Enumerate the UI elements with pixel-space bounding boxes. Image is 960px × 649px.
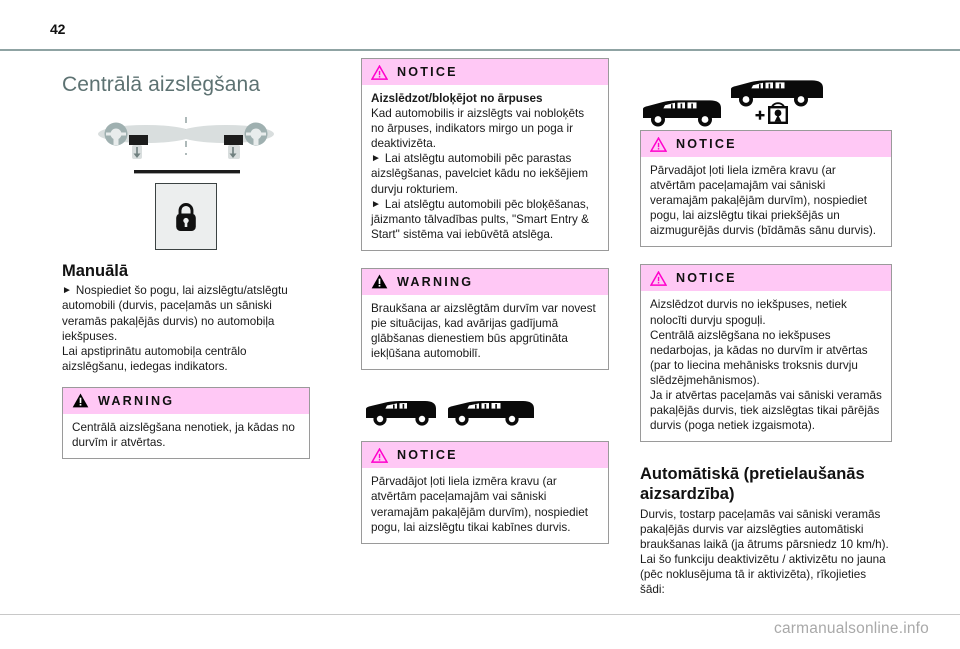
- notice-box-right-1-label: NOTICE: [676, 137, 737, 151]
- notice-box-middle-2-body: [362, 468, 608, 542]
- warning-box-left: [62, 387, 310, 459]
- automatic-paragraph-2: Lai šo funkciju deaktivizētu / aktivizētu no jauna (pēc noklusējuma tā ir aktivizēta), rīkojieties šādi:: [640, 552, 886, 597]
- notice-box-middle-2-header: [362, 442, 608, 468]
- page-title: Centrālā aizslēgšana: [62, 73, 261, 96]
- notice-box-right-2-text-1: Aizslēdzot durvis no iekšpuses, netiek nolocīti durvju spoguļi.: [650, 298, 847, 327]
- notice-box-middle-1-label: NOTICE: [397, 65, 458, 79]
- warning-box-middle-label: WARNING: [397, 274, 474, 289]
- notice-triangle-icon: [371, 448, 388, 463]
- spacer: [361, 428, 609, 441]
- notice-box-middle-1-text-1: Kad automobilis ir aizslēgts vai nobloķēts no ārpuses, indikators mirgo un poga ir deaktivizēta.: [371, 107, 585, 151]
- van-variants-with-key-figure: [640, 80, 892, 130]
- section-heading-manual: Manuālā: [62, 262, 129, 281]
- warning-box-middle: [361, 268, 609, 370]
- warning-box-left-body: [63, 414, 309, 458]
- notice-box-right-1: [640, 130, 892, 247]
- van-short-icon: [640, 94, 724, 130]
- steering-wheel-diagram: [62, 113, 310, 175]
- notice-triangle-icon: [650, 137, 667, 152]
- manual-paragraph-1: [62, 283, 310, 343]
- header-divider: [0, 49, 960, 51]
- warning-box-left-header: [63, 388, 309, 414]
- van-long-icon: [445, 396, 537, 428]
- van-long-with-keyfob-icon: [728, 80, 832, 130]
- padlock-icon: [173, 201, 199, 233]
- page-columns: [0, 58, 960, 618]
- notice-box-middle-1-bullet-1-text: Lai atslēgtu automobili pēc parastas aizslēgšanas, pavelciet kādu no iekšējiem durvju rokturiem.: [371, 152, 588, 196]
- warning-box-left-text: Centrālā aizslēgšana nenotiek, ja kādas no durvīm ir atvērtas.: [72, 420, 295, 449]
- notice-triangle-icon: [371, 65, 388, 80]
- notice-box-middle-1-header: [362, 59, 608, 85]
- notice-box-middle-1-bullet-2: [371, 197, 599, 242]
- bullet-arrow-icon: ►: [371, 153, 381, 165]
- spacer: [640, 247, 892, 264]
- notice-box-right-2-header: [641, 265, 891, 291]
- footer-url: carmanualsonline.info: [774, 620, 929, 637]
- notice-box-middle-1-heading: Aizslēdzot/bloķējot no ārpuses: [371, 92, 543, 105]
- manual-paragraph-2: Lai apstiprinātu automobiļa centrālo aizslēgšanu, iedegas indikators.: [62, 344, 247, 373]
- section-heading-automatic: Automātiskā (pretielaušanās aizsardzība): [640, 465, 865, 504]
- notice-box-right-2: [640, 264, 892, 442]
- bullet-arrow-icon: ►: [62, 285, 72, 297]
- notice-box-right-2-text-2: Centrālā aizslēgšana no iekšpuses nedarbojas, ja kādas no durvīm ir atvērtas (par to liecina mehānisks troksnis durvju slēdzējmehānismos).: [650, 328, 868, 387]
- notice-box-right-2-body: [641, 291, 891, 441]
- notice-box-right-2-text-3: Ja ir atvērtas paceļamās vai sāniski veramās pakaļējās durvis, tiek aizslēgtas tikai pārējās durvis (poga netiek izgaismota).: [650, 389, 882, 433]
- spacer: [62, 374, 310, 387]
- page-number: 42: [50, 21, 66, 37]
- notice-box-right-2-label: NOTICE: [676, 271, 737, 286]
- notice-box-middle-1-bullet-2-text: Lai atslēgtu automobili pēc bloķēšanas, jāizmanto tālvadības pults, "Smart Entry & Start" sistēma vai iebūvētā atslēga.: [371, 197, 589, 241]
- warning-box-middle-header: [362, 269, 608, 295]
- notice-box-right-1-header: [641, 131, 891, 157]
- column-right: [640, 58, 892, 597]
- column-middle: [361, 58, 609, 544]
- warning-box-middle-body: [362, 295, 608, 369]
- notice-box-right-1-body: [641, 157, 891, 246]
- notice-box-middle-1: [361, 58, 609, 251]
- warning-triangle-icon: [371, 274, 388, 289]
- notice-box-middle-2: [361, 441, 609, 543]
- manual-paragraph-1-text: Nospiediet šo pogu, lai aizslēgtu/atslēgtu automobili (durvis, paceļamās un sāniski veramās pakaļējās durvis) no automobiļa iekšpuses.: [62, 284, 288, 343]
- warning-triangle-icon: [72, 393, 89, 408]
- notice-box-middle-2-text: Pārvadājot ļoti liela izmēra kravu (ar atvērtām paceļamajām vai sāniski veramajām pakaļējām durvīm), nospiediet pogu, lai aizslēgtu tikai kabīnes durvis.: [371, 475, 588, 534]
- spacer: [640, 442, 892, 464]
- warning-box-left-label: WARNING: [98, 393, 175, 408]
- automatic-paragraph-1: Durvis, tostarp paceļamās vai sāniski veramās pakaļējās durvis var aizslēgties automātiski braukšanas laikā (ja ātrums pārsniedz 10 km/h).: [640, 507, 889, 551]
- footer-divider: [0, 614, 960, 615]
- central-lock-button-figure: [62, 183, 310, 261]
- column-left: [62, 58, 310, 459]
- notice-box-right-1-text: Pārvadājot ļoti liela izmēra kravu (ar atvērtām paceļamajām vai sāniski veramajām pakaļējām durvīm), nospiediet pogu, lai aizslēgtu tikai priekšējās un aizmugurējās durvis (bīdāmās sānu durvis).: [650, 164, 877, 238]
- bullet-arrow-icon: ►: [371, 198, 381, 210]
- van-short-icon: [363, 396, 439, 428]
- central-lock-button[interactable]: [155, 183, 217, 250]
- van-variants-figure-middle: [361, 384, 609, 428]
- notice-box-middle-1-bullet-1: [371, 151, 599, 196]
- notice-box-middle-2-label: NOTICE: [397, 448, 458, 463]
- warning-box-middle-text: Braukšana ar aizslēgtām durvīm var novest pie situācijas, kad avārijas gadījumā glābšanas dienestiem būs apgrūtināta iekļūšana automobilī.: [371, 301, 596, 361]
- spacer: [361, 251, 609, 268]
- notice-box-middle-1-body: [362, 85, 608, 250]
- notice-triangle-icon: [650, 271, 667, 286]
